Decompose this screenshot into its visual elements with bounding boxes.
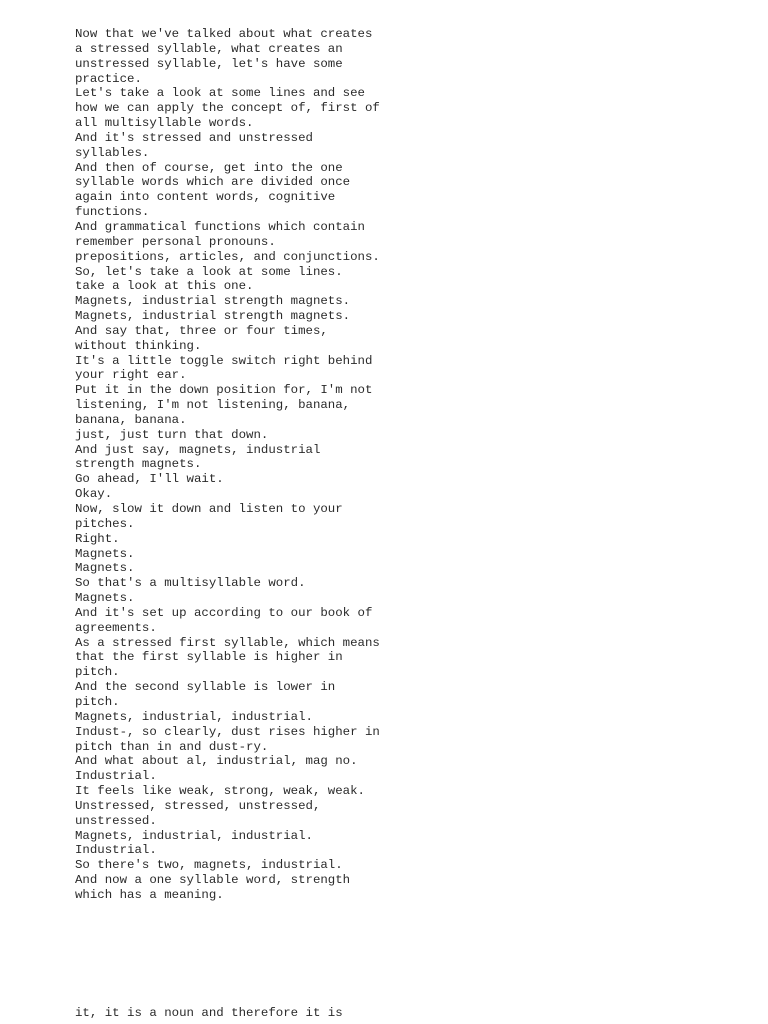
transcript-line: Put it in the down position for, I'm not — [75, 383, 373, 398]
transcript-line: So there's two, magnets, industrial. — [75, 858, 343, 873]
transcript-line: Magnets, industrial, industrial. — [75, 828, 313, 843]
transcript-line: all multisyllable words. — [75, 116, 254, 131]
transcript-line: prepositions, articles, and conjunctions. — [75, 249, 380, 264]
transcript-line: practice. — [75, 71, 142, 86]
transcript-line: listening, I'm not listening, banana, — [75, 398, 351, 413]
transcript-line: And it's set up according to our book of — [75, 605, 373, 620]
transcript-line: Right. — [75, 531, 120, 546]
transcript-line: unstressed syllable, let's have some — [75, 56, 343, 71]
transcript-line: syllables. — [75, 145, 150, 160]
transcript-line: Now that we've talked about what creates — [75, 27, 373, 41]
transcript-line: pitch than in and dust-ry. — [75, 739, 269, 754]
transcript-line: how we can apply the concept of, first of — [75, 101, 380, 116]
transcript-line: Go ahead, I'll wait. — [75, 472, 224, 487]
transcript-line: It feels like weak, strong, weak, weak. — [75, 784, 365, 799]
transcript-line: And the second syllable is lower in — [75, 680, 336, 695]
transcript-line: And now a one syllable word, strength — [75, 873, 351, 888]
transcript-line: As a stressed first syllable, which means — [75, 635, 380, 650]
transcript-line: unstressed. — [75, 813, 157, 828]
transcript-line: Magnets. — [75, 546, 135, 561]
transcript-line: pitch. — [75, 694, 120, 709]
transcript-text — [75, 27, 415, 903]
transcript-line: that the first syllable is higher in — [75, 650, 343, 665]
transcript-line: a stressed syllable, what creates an — [75, 41, 343, 56]
transcript-line: Industrial. — [75, 769, 157, 784]
transcript-line: pitch. — [75, 665, 120, 680]
transcript-line: Magnets, industrial, industrial. — [75, 709, 313, 724]
transcript-line: Let's take a look at some lines and see — [75, 86, 365, 101]
transcript-line: It's a little toggle switch right behind — [75, 353, 373, 368]
transcript-line: So, let's take a look at some lines. — [75, 264, 343, 279]
transcript-line: And say that, three or four times, — [75, 323, 328, 338]
transcript-line: just, just turn that down. — [75, 427, 269, 442]
transcript-line: And it's stressed and unstressed — [75, 130, 313, 145]
transcript-line: strength magnets. — [75, 457, 202, 472]
transcript-line: syllable words which are divided once — [75, 175, 351, 190]
transcript-line: Magnets. — [75, 591, 135, 606]
transcript-line: And then of course, get into the one — [75, 160, 343, 175]
transcript-line: Magnets, industrial strength magnets. — [75, 294, 351, 309]
transcript-line: pitches. — [75, 516, 135, 531]
transcript-line: which has a meaning. — [75, 887, 224, 902]
transcript-line: without thinking. — [75, 338, 202, 353]
transcript-line: remember personal pronouns. — [75, 234, 276, 249]
transcript-line: Magnets. — [75, 561, 135, 576]
transcript-line: agreements. — [75, 620, 157, 635]
transcript-line: Magnets, industrial strength magnets. — [75, 309, 351, 324]
transcript-line: Unstressed, stressed, unstressed, — [75, 798, 321, 813]
transcript-line: So that's a multisyllable word. — [75, 576, 306, 591]
transcript-line: Indust-, so clearly, dust rises higher in — [75, 724, 380, 739]
transcript-line: And just say, magnets, industrial — [75, 442, 321, 457]
transcript-line: banana, banana. — [75, 412, 187, 427]
transcript-line: functions. — [75, 205, 150, 220]
transcript-line: And grammatical functions which contain — [75, 219, 365, 234]
transcript-line: again into content words, cognitive — [75, 190, 336, 205]
transcript-line: Okay. — [75, 487, 113, 502]
transcript-line: And what about al, industrial, mag no. — [75, 754, 358, 769]
transcript-line: take a look at this one. — [75, 279, 254, 294]
page-bottom-text: it, it is a noun and therefore it is — [75, 1006, 343, 1020]
transcript-line: Industrial. — [75, 843, 157, 858]
transcript-line: Now, slow it down and listen to your — [75, 502, 343, 516]
transcript-line: your right ear. — [75, 368, 187, 383]
